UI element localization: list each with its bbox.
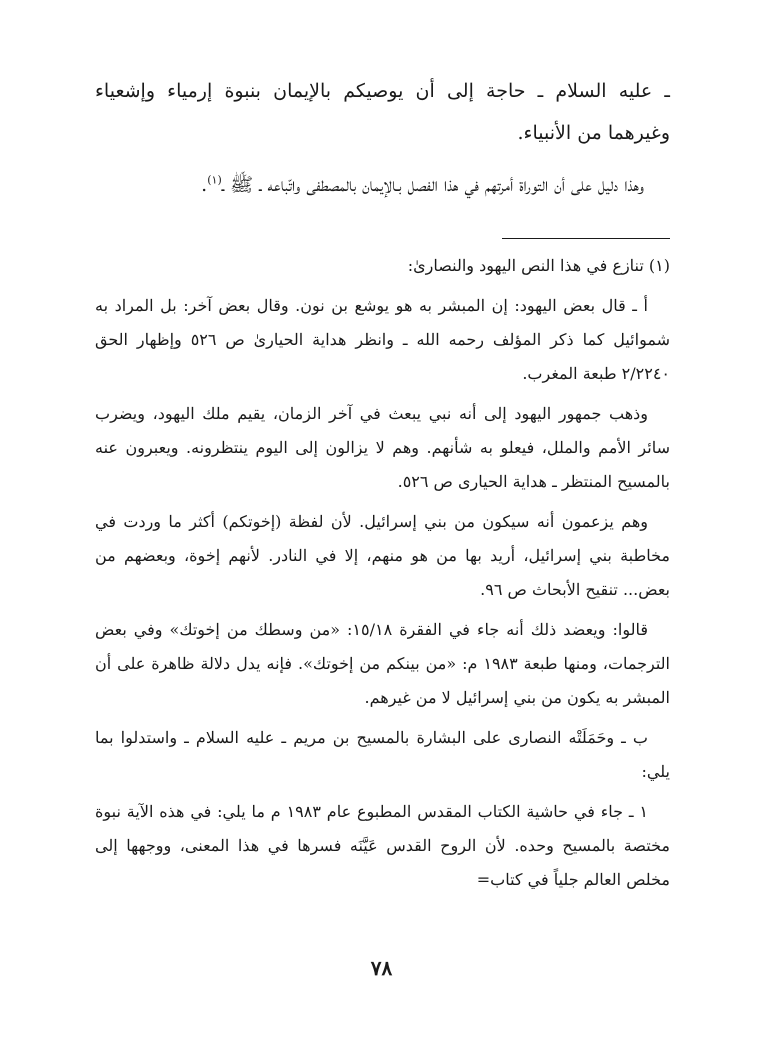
footnote-paragraph-b: ب ـ وحَمَلَتْه النصارى على البشارة بالمسيح بن مريم ـ عليه السلام ـ واستدلوا بما يلي: (95, 728, 670, 781)
footnote-paragraph-israel: وهم يزعمون أنه سيكون من بني إسرائيل. لأن لفظة (إخوتكم) أكثر ما وردت في مخاطبة بني إسرائيل، أريد بها من هو منهم، إلا في النادر. لأنهم إخوة، وبعضهم من بعض... تنقيح الأبحاث ص ٩٦. (95, 512, 670, 599)
footnote-paragraph-jews: وذهب جمهور اليهود إلى أنه نبي يبعث في آخر الزمان، يقيم ملك اليهود، ويضرب سائر الأمم والملل، فيعلو به شأنهم. وهم لا يزالون إلى اليوم ينتظرونه. ويعبرون عنه بالمسيح المنتظر ـ هداية الحيارى ص ٥٢٦. (95, 404, 670, 491)
footnotes (95, 249, 670, 897)
main-paragraph-1 (95, 70, 670, 154)
footnote-paragraph-a: أ ـ قال بعض اليهود: إن المبشر به هو يوشع بن نون. وقال بعض آخر: بل المراد به شموائيل كما ذكر المؤلف رحمه الله ـ وانظر هداية الحيارىٰ ص ٥٢٦ وإظهار الحق ٢/٢٢٤٠ طبعة المغرب. (95, 296, 671, 383)
page-number: ٧٨ (370, 956, 393, 980)
main-paragraph-2-text: وهذا دليل على أن التوراة أمرتهم في هذا الفصل بـالإيمان بالمصطفى واتّباعه ـ ﷺ ـ (221, 174, 644, 196)
page-body (95, 70, 670, 897)
main-paragraph-1-text: ـ عليه السلام ـ حاجة إلى أن يوصيكم بالإيمان بنبوة إرمياء وإشعياء وغيرهما من الأنبياء. (95, 80, 670, 144)
main-paragraph-2: وهذا دليل على أن التوراة أمرتهم في هذا الفصل بـالإيمان بالمصطفى واتّباعه ـ ﷺ ـ$^{(١)}$. (201, 173, 644, 196)
footnote-paragraph-1: ١ ـ جاء في حاشية الكتاب المقدس المطبوع عام ١٩٨٣ م ما يلي: في هذه الآية نبوة مختصة بالمسيح وحده. لأن الروح القدس عَيَّنَه فسرها في هذا المعنى، ووجهها إلى مخلص العالم جلياً في كتاب= (95, 802, 670, 889)
footnote-paragraph-qalu: قالوا: ويعضد ذلك أنه جاء في الفقرة ١٥/١٨: «من وسطك من إخوتك» وفي بعض الترجمات، ومنها طبعة ١٩٨٣ م: «من بينكم من إخوتك». فإنه يدل دلالة ظاهرة على أن المبشر به يكون من بني إسرائيل لا من غيرهم. (95, 620, 671, 707)
footnote-divider (502, 238, 670, 239)
footnote-reference[interactable]: (١) (207, 173, 222, 187)
footnote-heading: (١) تنازع في هذا النص اليهود والنصارىٰ: (407, 256, 670, 275)
